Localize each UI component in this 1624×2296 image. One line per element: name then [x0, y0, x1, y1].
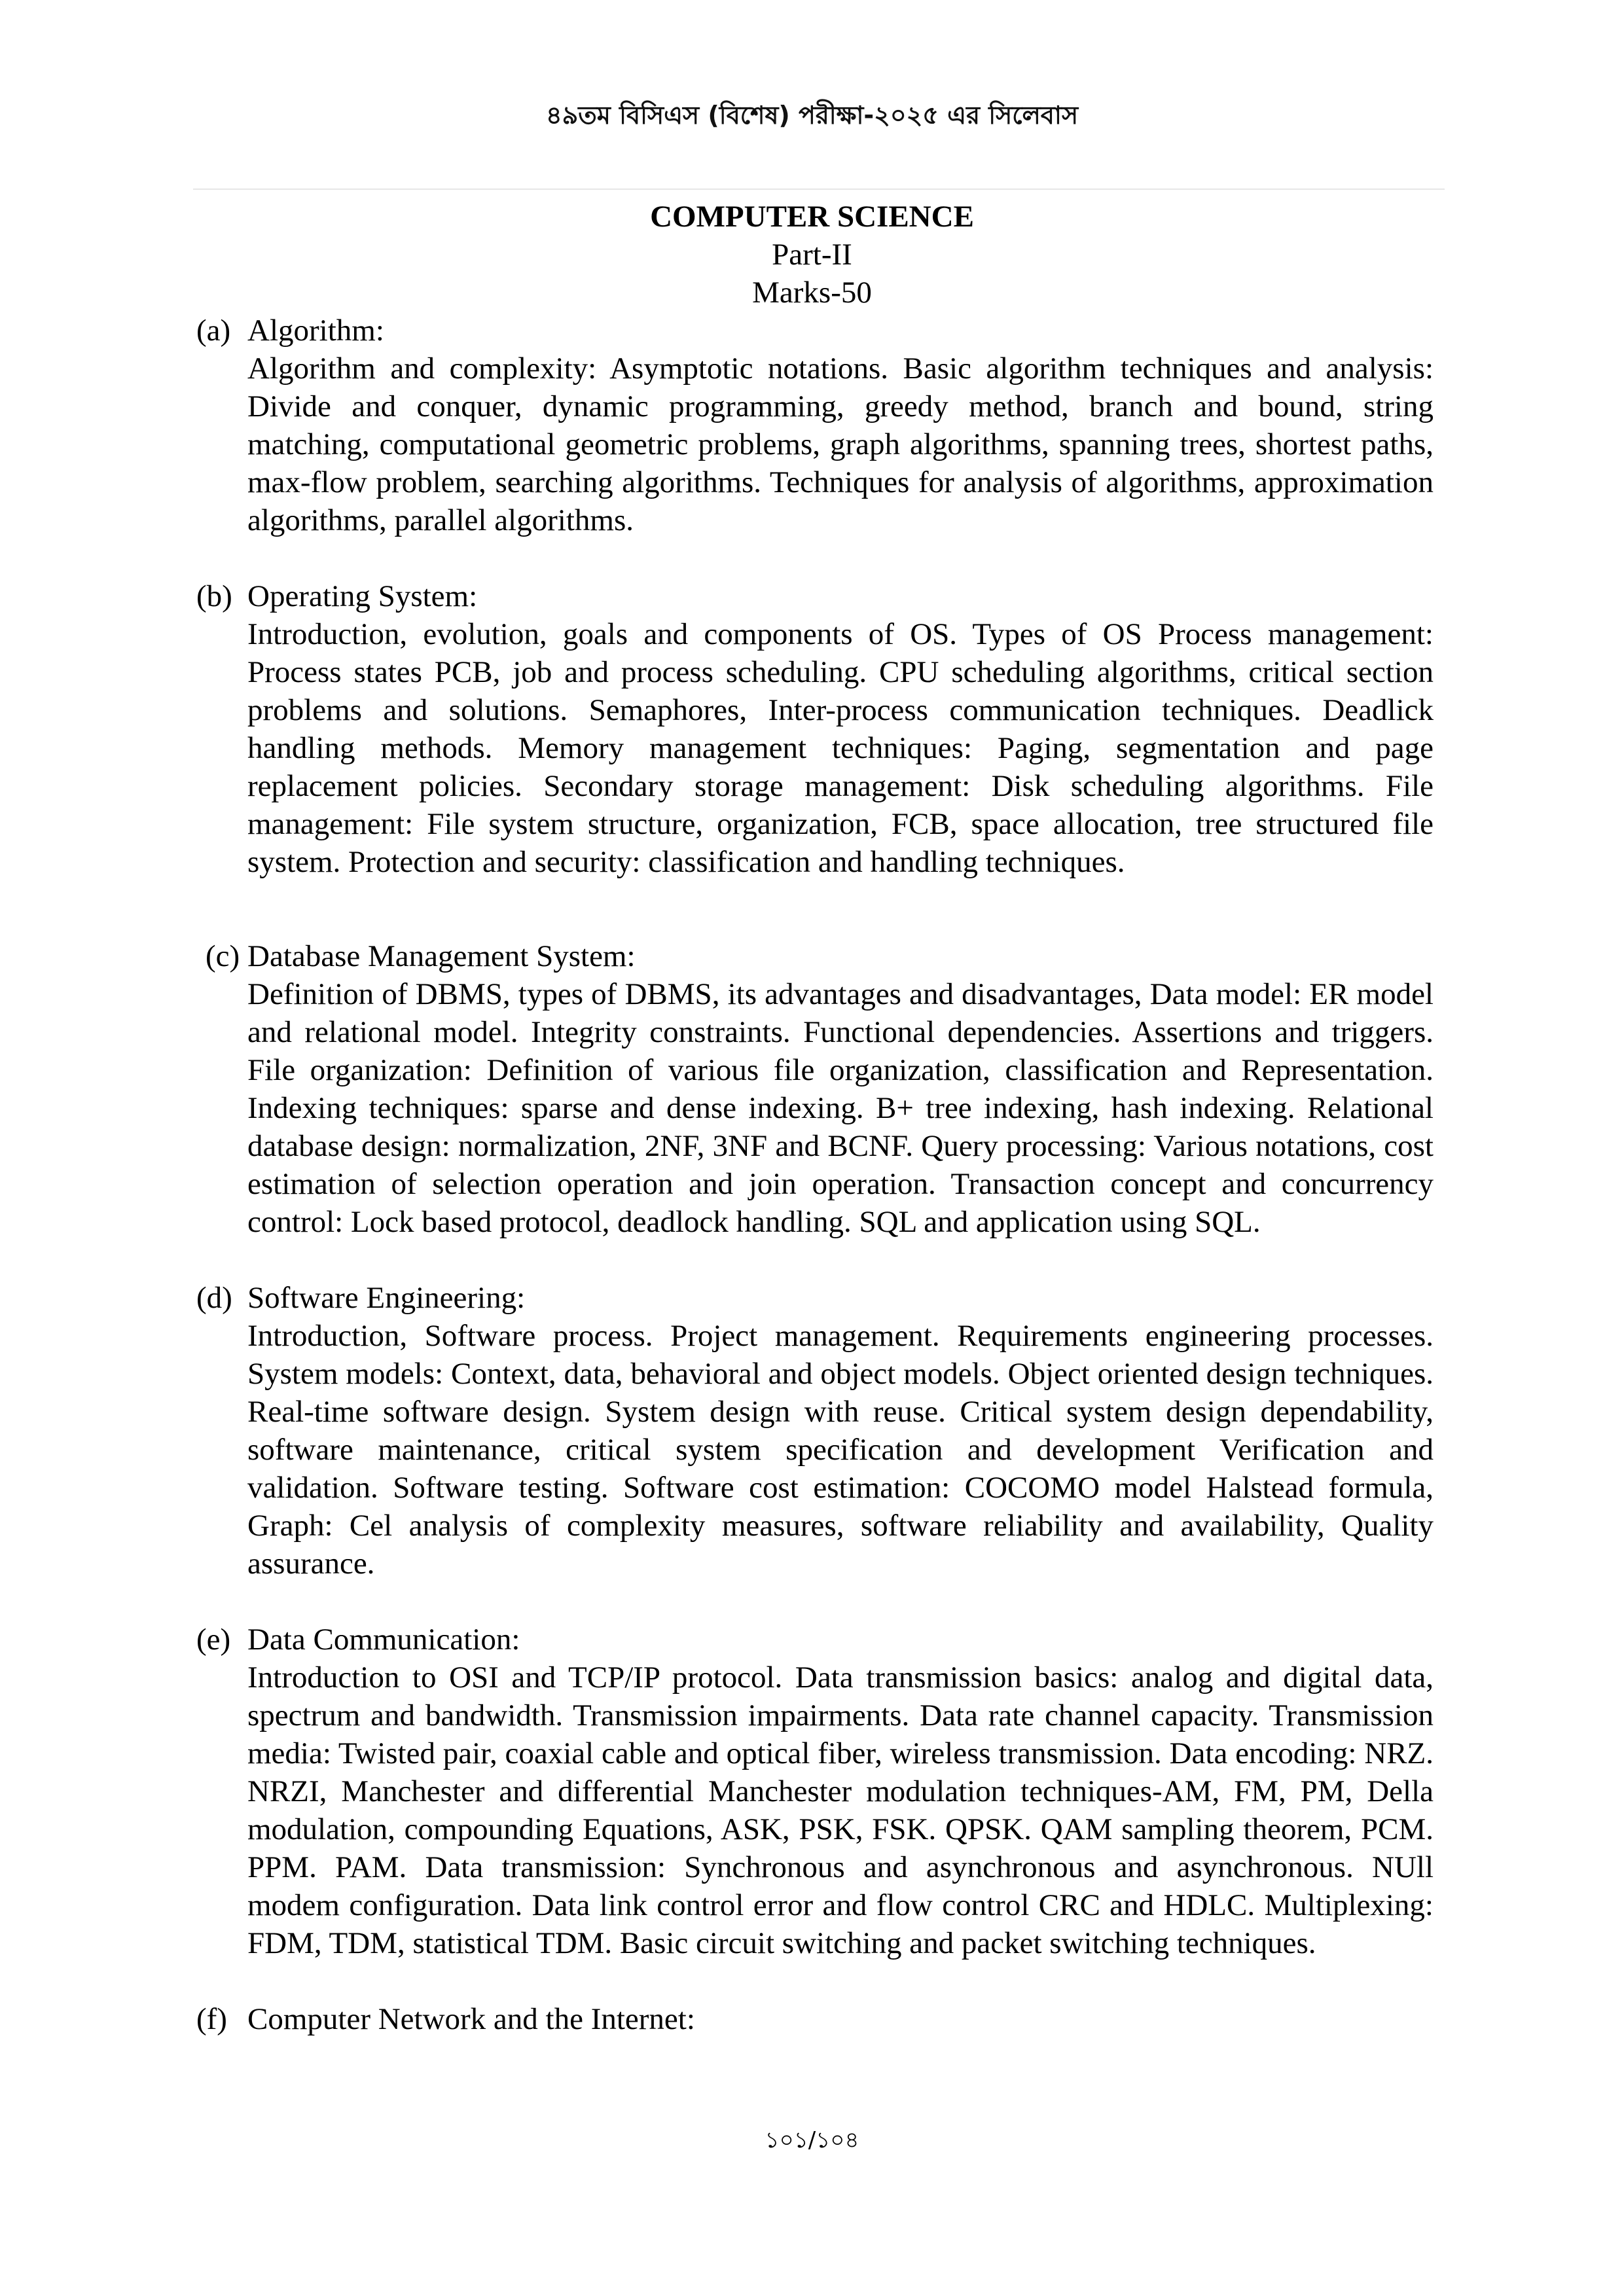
section-heading: Computer Network and the Internet:	[247, 2002, 695, 2036]
section-body: Definition of DBMS, types of DBMS, its advantages and disadvantages, Data model: ER model and relational model. Integrity constraints. Functional dependencies. Assertions and triggers. File organization: Definition of various file organization, classification and Representation. Indexing techniques: sparse and dense indexing. B+ tree indexing, hash indexing. Relational database design: normalization, 2NF, 3NF and BCNF. Query processing: Various notations, cost estimation of selection operation and join operation. Transaction concept and concurrency control: Lock based protocol, deadlock handling. SQL and application using SQL.	[247, 977, 1434, 1239]
page-number: ১০১/১০৪	[765, 2127, 859, 2153]
section-body: Introduction to OSI and TCP/IP protocol. Data transmission basics: analog and digital data, spectrum and bandwidth. Transmission impairments. Data rate channel capacity. Transmission media: Twisted pair, coaxial cable and optical fiber, wireless transmission. Data encoding: NRZ. NRZI, Manchester and differential Manchester modulation techniques-AM, FM, PM, Della modulation, compounding Equations, ASK, PSK, FSK. QPSK. QAM sampling theorem, PCM. PPM. PAM. Data transmission: Synchronous and asynchronous and asynchronous. NUll modem configuration. Data link control error and flow control CRC and HDLC. Multiplexing: FDM, TDM, statistical TDM. Basic circuit switching and packet switching techniques.	[247, 1660, 1434, 1960]
subject-title: COMPUTER SCIENCE	[650, 200, 974, 234]
section-dbms	[0, 937, 1624, 1241]
section-heading: Software Engineering:	[247, 1281, 526, 1315]
section-body: Algorithm and complexity: Asymptotic notations. Basic algorithm techniques and analysis: Divide and conquer, dynamic programming, greedy method, branch and bound, string matching, computational geometric problems, graph algorithms, spanning trees, shortest paths, max-flow problem, searching algorithms. Techniques for analysis of algorithms, approximation algorithms, parallel algorithms.	[247, 351, 1434, 537]
page-header: ৪৯তম বিসিএস (বিশেষ) পরীক্ষা-২০২৫ এর সিলেবাস	[545, 101, 1079, 130]
section-label: (d)	[196, 1281, 232, 1315]
section-heading: Database Management System:	[247, 939, 636, 973]
section-heading: Algorithm:	[247, 314, 384, 348]
section-data-communication	[0, 1621, 1624, 1962]
section-software-engineering	[0, 1279, 1624, 1583]
section-body: Introduction, evolution, goals and components of OS. Types of OS Process management: Process states PCB, job and process scheduling. CPU scheduling algorithms, critical section problems and solutions. Semaphores, Inter-process communication techniques. Deadlick handling methods. Memory management techniques: Paging, segmentation and page replacement policies. Secondary storage management: Disk scheduling algorithms. File management: File system structure, organization, FCB, space allocation, tree structured file system. Protection and security: classification and handling techniques.	[247, 617, 1434, 879]
section-label: (b)	[196, 579, 232, 613]
section-computer-network	[0, 2000, 1624, 2038]
section-label: (e)	[196, 1623, 231, 1657]
part-label: Part-II	[772, 238, 852, 272]
section-label: (c)	[206, 939, 240, 973]
section-algorithm	[0, 312, 1624, 539]
title-block	[0, 198, 1624, 312]
section-operating-system	[0, 577, 1624, 881]
marks-label: Marks-50	[752, 276, 872, 310]
section-heading: Data Communication:	[247, 1623, 520, 1657]
section-label: (a)	[196, 314, 231, 348]
section-body: Introduction, Software process. Project management. Requirements engineering processes. System models: Context, data, behavioral and object models. Object oriented design techniques. Real-time software design. System design with reuse. Critical system design dependability, software maintenance, critical system specification and development Verification and validation. Software testing. Software cost estimation: COCOMO model Halstead formula, Graph: Cel analysis of complexity measures, software reliability and availability, Quality assurance.	[247, 1319, 1434, 1581]
syllabus-sections	[0, 312, 1624, 2076]
section-heading: Operating System:	[247, 579, 478, 613]
section-label: (f)	[196, 2002, 227, 2036]
header-divider	[193, 188, 1445, 190]
